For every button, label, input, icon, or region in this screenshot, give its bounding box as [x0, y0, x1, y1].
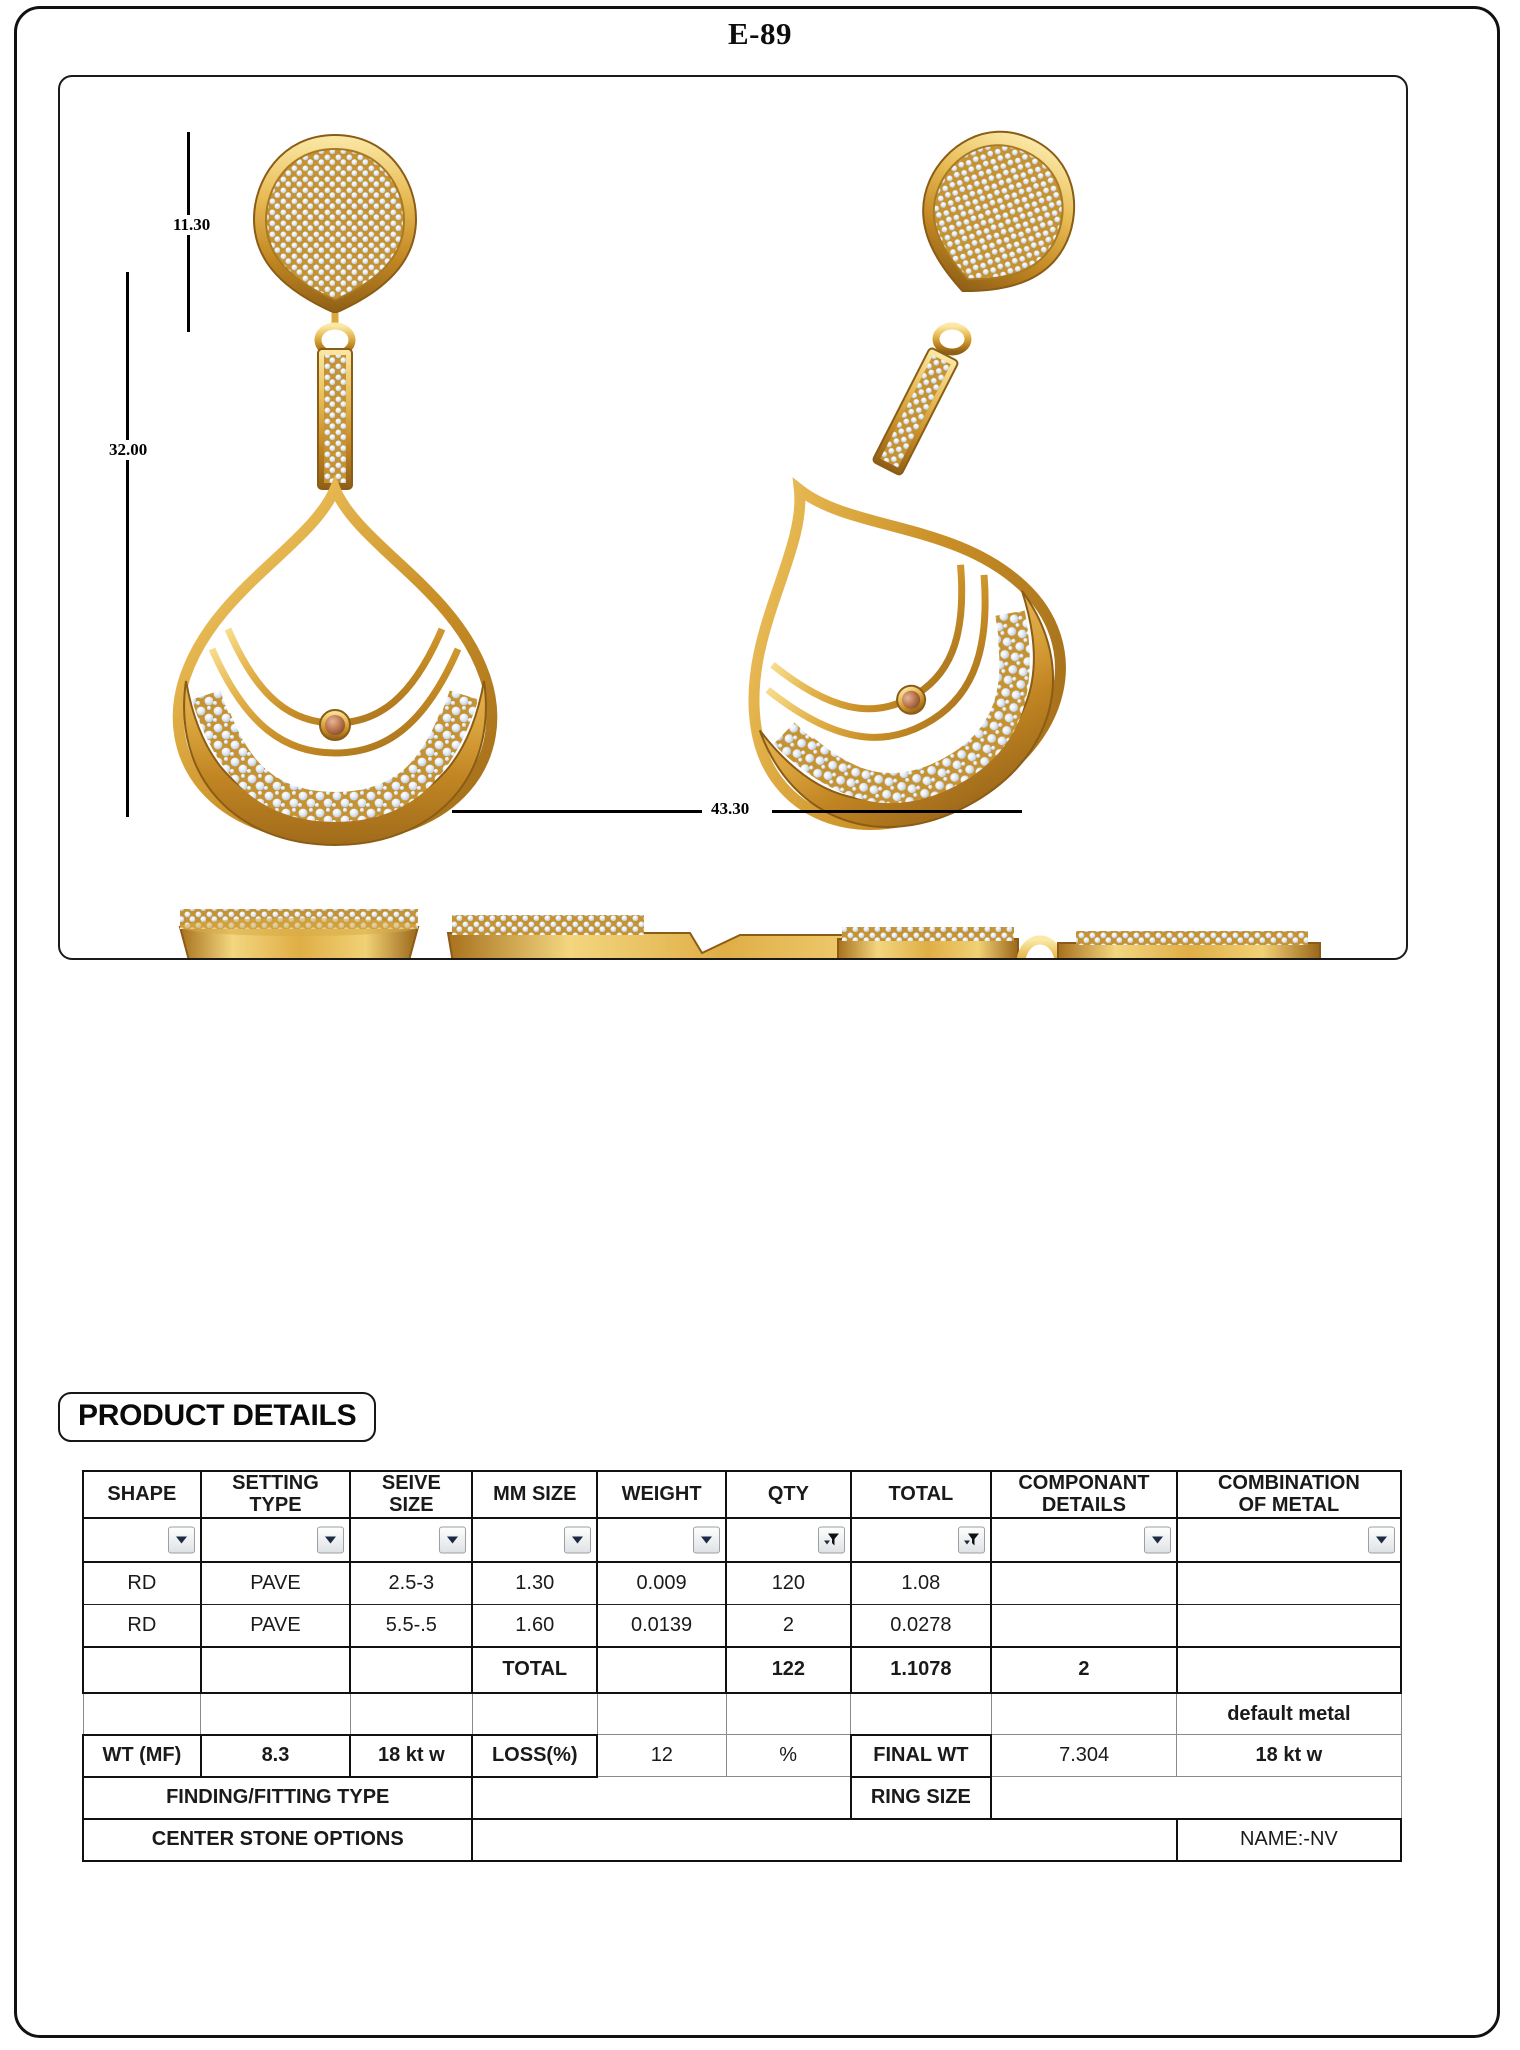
table-filter-row [83, 1518, 1401, 1562]
filter-cell-weight[interactable] [597, 1518, 726, 1562]
cell-combination-of-metal [1177, 1604, 1401, 1647]
cell-total: 1.08 [851, 1562, 991, 1605]
header-shape-line1: SHAPE [107, 1483, 177, 1506]
front-view-earring [178, 135, 492, 845]
wt-mf-label: WT (MF) [83, 1735, 201, 1777]
cell-mm-size: 1.30 [472, 1562, 597, 1605]
cell-setting-type: PAVE [201, 1604, 350, 1647]
table-finding-row [83, 1777, 1401, 1819]
cell-shape: RD [83, 1562, 201, 1605]
filter-cell-seive-size[interactable] [350, 1518, 472, 1562]
header-combination-of-metal [1177, 1471, 1401, 1518]
cell-total: 0.0278 [851, 1604, 991, 1647]
metal-row-blank-8 [991, 1693, 1177, 1735]
cell-weight: 0.0139 [597, 1604, 726, 1647]
cell-qty: 120 [726, 1562, 851, 1605]
dropdown-arrow-icon[interactable] [693, 1526, 720, 1553]
cell-componant-details [991, 1604, 1177, 1647]
total-label: TOTAL [472, 1647, 597, 1693]
table-center-stone-row [83, 1819, 1401, 1861]
filter-cell-shape[interactable] [83, 1518, 201, 1562]
metal-karat-value: 18 kt w [350, 1735, 472, 1777]
header-shape [83, 1471, 201, 1518]
total-cell-setting-type [201, 1647, 350, 1693]
header-qty [726, 1471, 851, 1518]
table-row [83, 1604, 1401, 1647]
loss-percent-unit: % [726, 1735, 851, 1777]
ring-size-label: RING SIZE [851, 1777, 991, 1819]
table-row [83, 1562, 1401, 1605]
default-metal-note: default metal [1177, 1693, 1401, 1735]
cell-shape: RD [83, 1604, 201, 1647]
cell-setting-type: PAVE [201, 1562, 350, 1605]
drawing-panel [58, 75, 1408, 960]
center-stone-options-label: CENTER STONE OPTIONS [83, 1819, 472, 1861]
final-wt-label: FINAL WT [851, 1735, 991, 1777]
render-stage [60, 77, 1406, 958]
filter-cell-total[interactable] [851, 1518, 991, 1562]
header-seive-size-line1: SEIVE [381, 1472, 441, 1494]
product-details-table [82, 1470, 1402, 1862]
header-componant-details-line1: COMPONANT [1018, 1472, 1150, 1494]
table-default-metal-row [83, 1693, 1401, 1735]
final-metal-value: 18 kt w [1177, 1735, 1401, 1777]
filter-funnel-icon[interactable] [818, 1526, 845, 1553]
dimension-label-32-00: 32.00 [104, 440, 152, 460]
jewelry-render-svg [60, 77, 1406, 958]
filter-cell-combination-of-metal[interactable] [1177, 1518, 1401, 1562]
finding-fitting-type-label: FINDING/FITTING TYPE [83, 1777, 472, 1819]
cell-mm-size: 1.60 [472, 1604, 597, 1647]
center-stone-options-value [472, 1819, 1176, 1861]
metal-row-blank-2 [201, 1693, 350, 1735]
filter-cell-setting-type[interactable] [201, 1518, 350, 1562]
dropdown-arrow-icon[interactable] [1368, 1526, 1395, 1553]
header-total [851, 1471, 991, 1518]
metal-row-blank-5 [597, 1693, 726, 1735]
total-cell-shape [83, 1647, 201, 1693]
loss-percent-label: LOSS(%) [472, 1735, 597, 1777]
dimension-label-11-30: 11.30 [168, 215, 215, 235]
table-weight-row [83, 1735, 1401, 1777]
header-qty-line1: QTY [767, 1483, 809, 1506]
three-quarter-view-earring [661, 108, 1108, 879]
dropdown-arrow-icon[interactable] [564, 1526, 591, 1553]
header-mm-size [472, 1471, 597, 1518]
wt-mf-value: 8.3 [201, 1735, 350, 1777]
product-details-label: PRODUCT DETAILS [58, 1392, 376, 1442]
metal-row-blank-7 [851, 1693, 991, 1735]
final-wt-value: 7.304 [991, 1735, 1177, 1777]
header-mm-size-line1: MM SIZE [493, 1483, 577, 1506]
ring-size-value [991, 1777, 1401, 1819]
metal-row-blank-4 [472, 1693, 597, 1735]
dropdown-arrow-icon[interactable] [317, 1526, 344, 1553]
total-cell-componant-details: 2 [991, 1647, 1177, 1693]
table-header-row [83, 1471, 1401, 1518]
cell-seive-size: 5.5-.5 [350, 1604, 472, 1647]
finding-fitting-type-value [472, 1777, 850, 1819]
total-cell-total: 1.1078 [851, 1647, 991, 1693]
header-weight-line1: WEIGHT [621, 1483, 702, 1506]
metal-row-blank-6 [726, 1693, 851, 1735]
center-stone-front [320, 710, 350, 740]
total-cell-seive-size [350, 1647, 472, 1693]
header-combination-line1: COMBINATION [1217, 1472, 1360, 1494]
filter-funnel-icon[interactable] [958, 1526, 985, 1553]
header-seive-size [350, 1471, 472, 1518]
dimension-line-43-30-left [452, 810, 702, 813]
metal-row-blank-1 [83, 1693, 201, 1735]
dimension-line-32-00 [126, 272, 129, 817]
loss-percent-value: 12 [597, 1735, 726, 1777]
header-combination-line2: OF METAL [1238, 1494, 1340, 1517]
cell-qty: 2 [726, 1604, 851, 1647]
filter-cell-componant-details[interactable] [991, 1518, 1177, 1562]
header-total-line1: TOTAL [888, 1483, 954, 1506]
dropdown-arrow-icon[interactable] [168, 1526, 195, 1553]
table-total-row [83, 1647, 1401, 1693]
header-setting-type-line2: TYPE [249, 1494, 302, 1517]
dropdown-arrow-icon[interactable] [1144, 1526, 1171, 1553]
filter-cell-mm-size[interactable] [472, 1518, 597, 1562]
header-componant-details [991, 1471, 1177, 1518]
header-setting-type-line1: SETTING [232, 1472, 319, 1494]
header-seive-size-line2: SIZE [389, 1494, 434, 1517]
cell-weight: 0.009 [597, 1562, 726, 1605]
total-cell-weight [597, 1647, 726, 1693]
header-weight [597, 1471, 726, 1518]
metal-row-blank-3 [350, 1693, 472, 1735]
dimension-label-43-30: 43.30 [706, 799, 754, 819]
cell-combination-of-metal [1177, 1562, 1401, 1605]
total-cell-qty: 122 [726, 1647, 851, 1693]
header-componant-details-line2: DETAILS [1041, 1494, 1126, 1517]
cell-componant-details [991, 1562, 1177, 1605]
total-cell-combination-of-metal [1177, 1647, 1401, 1693]
name-field: NAME:-NV [1177, 1819, 1401, 1861]
cell-seive-size: 2.5-3 [350, 1562, 472, 1605]
bottom-view-post [180, 909, 418, 958]
filter-cell-qty[interactable] [726, 1518, 851, 1562]
dimension-line-43-30-right [772, 810, 1022, 813]
header-setting-type [201, 1471, 350, 1518]
dropdown-arrow-icon[interactable] [439, 1526, 466, 1553]
side-profile-view [448, 915, 1320, 958]
page-title: E-89 [728, 16, 792, 51]
